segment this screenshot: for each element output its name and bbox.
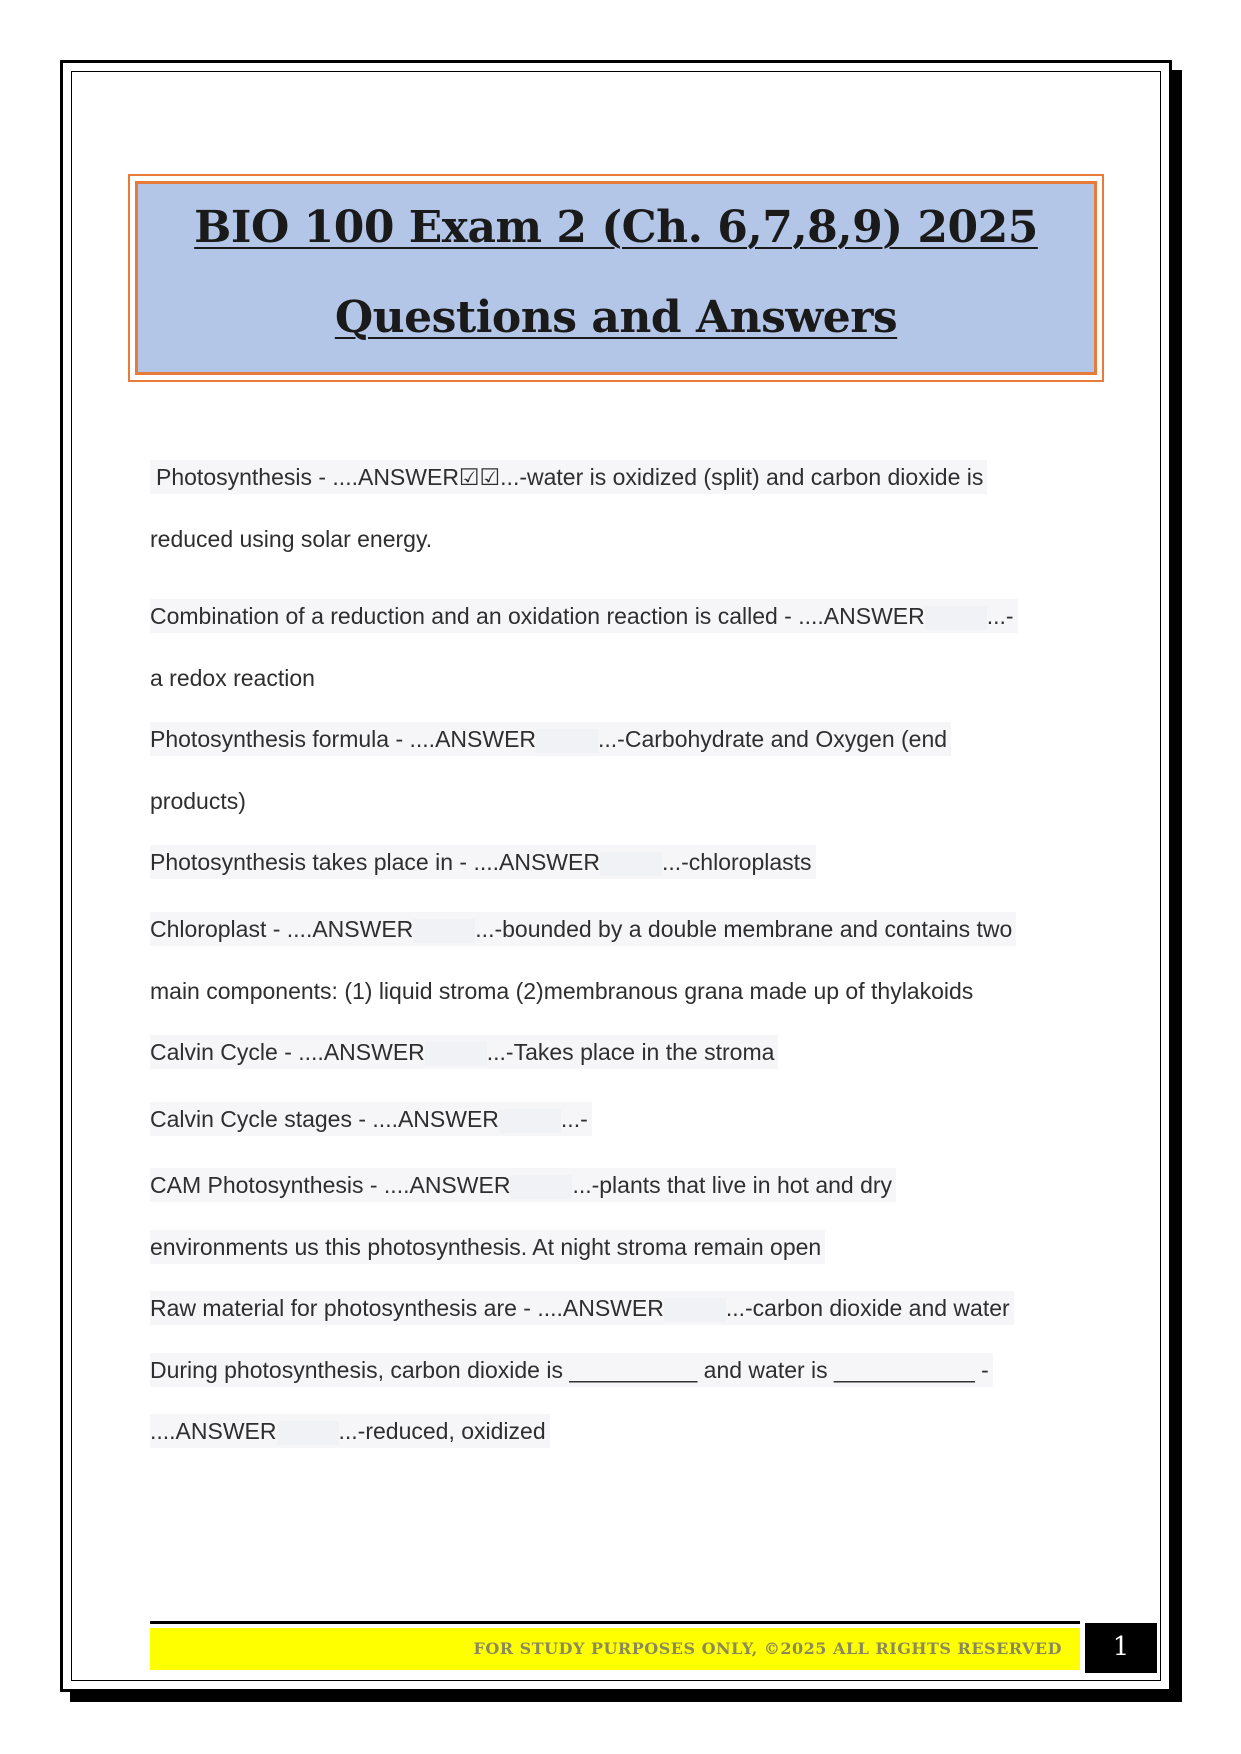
qa-text: products) <box>150 788 246 814</box>
answer-gap <box>499 1109 561 1133</box>
page-number-box <box>1085 1623 1157 1673</box>
qa-line <box>150 845 816 879</box>
answer-gap <box>510 1175 572 1199</box>
qa-line <box>150 722 951 756</box>
qa-text: main components: (1) liquid stroma (2)membranous grana made up of thylakoids <box>150 978 974 1004</box>
qa-line <box>150 1102 592 1136</box>
qa-text: CAM Photosynthesis - ....ANSWER <box>150 1172 511 1198</box>
qa-line <box>150 661 319 695</box>
qa-line <box>150 974 977 1008</box>
title-box-inner <box>135 181 1097 375</box>
qa-line <box>150 1353 993 1387</box>
qa-line <box>150 460 987 494</box>
qa-answer: ...-reduced, oxidized <box>338 1418 546 1444</box>
qa-text: Calvin Cycle - ....ANSWER <box>150 1039 425 1065</box>
qa-text: ....ANSWER <box>150 1418 277 1444</box>
qa-text: Calvin Cycle stages - ....ANSWER <box>150 1106 499 1132</box>
answer-gap <box>413 919 475 943</box>
qa-answer: ...-plants that live in hot and dry <box>572 1172 893 1198</box>
qa-answer: ...-chloroplasts <box>661 849 812 875</box>
answer-gap <box>925 606 987 630</box>
answer-gap <box>600 852 662 876</box>
qa-answer: ...-Carbohydrate and Oxygen (end <box>598 726 948 752</box>
qa-answer: ...-Takes place in the stroma <box>486 1039 775 1065</box>
answer-gap <box>536 729 598 753</box>
title-box <box>128 174 1104 382</box>
qa-answer: ...- <box>560 1106 588 1132</box>
qa-line <box>150 784 250 818</box>
document-subtitle: Questions and Answers <box>334 292 898 343</box>
qa-line <box>150 522 436 556</box>
qa-text: a redox reaction <box>150 665 315 691</box>
qa-answer: ...-bounded by a double membrane and contains two <box>475 916 1013 942</box>
qa-text: Photosynthesis formula - ....ANSWER <box>150 726 537 752</box>
qa-text: During photosynthesis, carbon dioxide is __________ and water is ___________ - <box>150 1357 989 1383</box>
document-title: BIO 100 Exam 2 (Ch. 6,7,8,9) 2025 <box>194 202 1038 253</box>
qa-line <box>150 912 1016 946</box>
answer-gap <box>425 1042 487 1066</box>
qa-text: environments us this photosynthesis. At night stroma remain open <box>150 1234 822 1260</box>
qa-answer: ...-carbon dioxide and water <box>725 1295 1010 1321</box>
qa-line <box>150 599 1018 633</box>
qa-line <box>150 1168 896 1202</box>
qa-text: Photosynthesis takes place in - ....ANSWER <box>150 849 600 875</box>
footer-bar <box>150 1628 1080 1670</box>
page-number: 1 <box>1112 1632 1130 1662</box>
qa-answer: ...- <box>986 603 1014 629</box>
qa-text: Photosynthesis - ....ANSWER☑☑...-water is oxidized (split) and carbon dioxide is <box>156 464 984 490</box>
answer-gap <box>277 1421 339 1445</box>
qa-text: Raw material for photosynthesis are - ....ANSWER <box>150 1295 664 1321</box>
answer-gap <box>664 1298 726 1322</box>
qa-line <box>150 1035 778 1069</box>
qa-line <box>150 1230 825 1264</box>
qa-text: Chloroplast - ....ANSWER <box>150 916 414 942</box>
footer-copyright: FOR STUDY PURPOSES ONLY, ©2025 ALL RIGHTS RESERVED <box>473 1639 1062 1658</box>
footer-rule <box>150 1621 1080 1624</box>
qa-text: Combination of a reduction and an oxidation reaction is called - ....ANSWER <box>150 603 925 629</box>
qa-text: reduced using solar energy. <box>150 526 433 552</box>
qa-line <box>150 1414 550 1448</box>
qa-line <box>150 1291 1014 1325</box>
